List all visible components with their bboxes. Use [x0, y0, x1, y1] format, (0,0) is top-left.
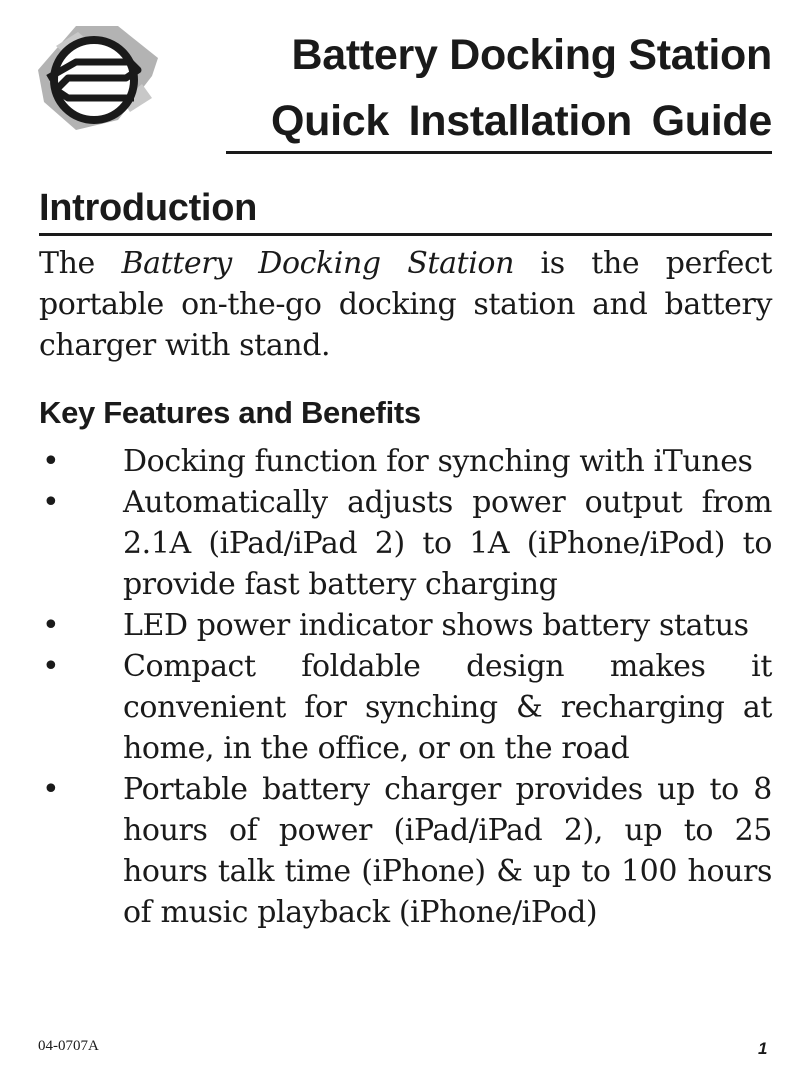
introduction-divider	[39, 233, 772, 236]
features-list	[39, 441, 772, 933]
introduction-text-before: The	[39, 246, 122, 281]
title-line-product: Battery Docking Station	[291, 31, 772, 79]
feature-text: Compact foldable design makes it convenient for synching & recharging at home, in the office, or on the road	[123, 649, 772, 766]
feature-text: Portable battery charger provides up to 8 hours of power (iPad/iPad 2), up to 25 hours talk time (iPhone) & up to 100 hours of music playback (iPhone/iPod)	[123, 772, 772, 930]
introduction-heading: Introduction	[39, 187, 258, 229]
title-line-guide: Quick Installation Guide	[271, 97, 772, 145]
introduction-paragraph	[39, 243, 772, 366]
feature-text: Docking function for synching with iTunes	[123, 444, 753, 479]
feature-item	[39, 769, 772, 933]
brand-logo-icon	[34, 18, 162, 136]
feature-item	[39, 441, 772, 482]
title-divider	[226, 151, 772, 154]
bullet: •	[42, 608, 60, 643]
feature-item	[39, 605, 772, 646]
feature-text: LED power indicator shows battery status	[123, 608, 749, 643]
document-code: 04-0707A	[38, 1038, 99, 1054]
introduction-product-name: Battery Docking Station	[121, 246, 514, 281]
bullet: •	[42, 649, 60, 684]
feature-item	[39, 482, 772, 605]
features-heading: Key Features and Benefits	[39, 395, 421, 430]
bullet: •	[42, 772, 60, 807]
feature-text: Automatically adjusts power output from 2.1A (iPad/iPad 2) to 1A (iPhone/iPod) to provide fast battery charging	[123, 485, 772, 602]
bullet: •	[42, 444, 60, 479]
bullet: •	[42, 485, 60, 520]
feature-item	[39, 646, 772, 769]
introduction-text-after: is the perfect portable on-the-go docking station and battery charger with stand.	[39, 246, 773, 363]
page-number: 1	[758, 1039, 768, 1058]
document-title	[224, 22, 772, 154]
